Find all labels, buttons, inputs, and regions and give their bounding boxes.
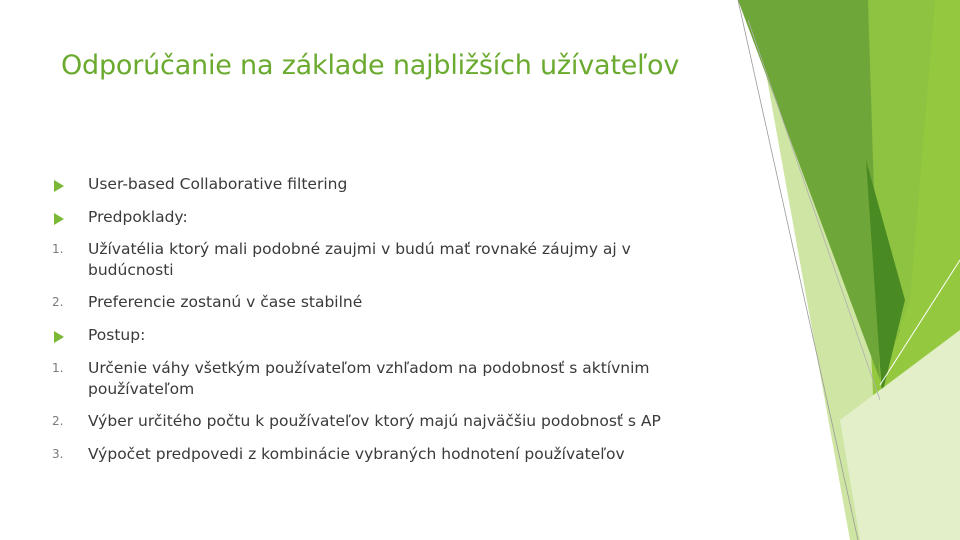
list-number: 2.	[52, 414, 64, 428]
slide-content	[52, 174, 692, 465]
list-number: 2.	[52, 295, 64, 309]
list-item-text: User-based Collaborative filtering	[88, 175, 348, 193]
list-item-text: Preferencie zostanú v čase stabilné	[88, 293, 363, 311]
list-item-text: Užívatélia ktorý mali podobné zaujmi v budú mať rovnaké záujmy aj v budúcnosti	[88, 240, 631, 279]
triangle-bullet-icon	[54, 213, 64, 225]
list-item-numbered	[52, 411, 692, 432]
triangle-bullet-icon	[54, 331, 64, 343]
list-number: 3.	[52, 447, 64, 461]
list-item-text: Určenie váhy všetkým používateľom vzhľadom na podobnosť s aktívnim používateľom	[88, 359, 650, 398]
list-item-text: Postup:	[88, 326, 146, 344]
list-item-bullet	[52, 325, 692, 346]
list-item-text: Výber určitého počtu k používateľov ktorý majú najväčšiu podobnosť s AP	[88, 412, 661, 430]
list-item-numbered	[52, 292, 692, 313]
list-item-numbered	[52, 239, 692, 281]
list-number: 1.	[52, 361, 64, 375]
list-item-text: Výpočet predpovedi z kombinácie vybraných hodnotení používateľov	[88, 445, 625, 463]
triangle-bullet-icon	[54, 180, 64, 192]
list-item-text: Predpoklady:	[88, 208, 188, 226]
slide-title: Odporúčanie na základe najbližších užívateľov	[61, 50, 680, 81]
list-item-bullet	[52, 207, 692, 228]
list-item-numbered	[52, 358, 692, 400]
list-item-bullet	[52, 174, 692, 195]
list-item-numbered	[52, 444, 692, 465]
list-number: 1.	[52, 242, 64, 256]
